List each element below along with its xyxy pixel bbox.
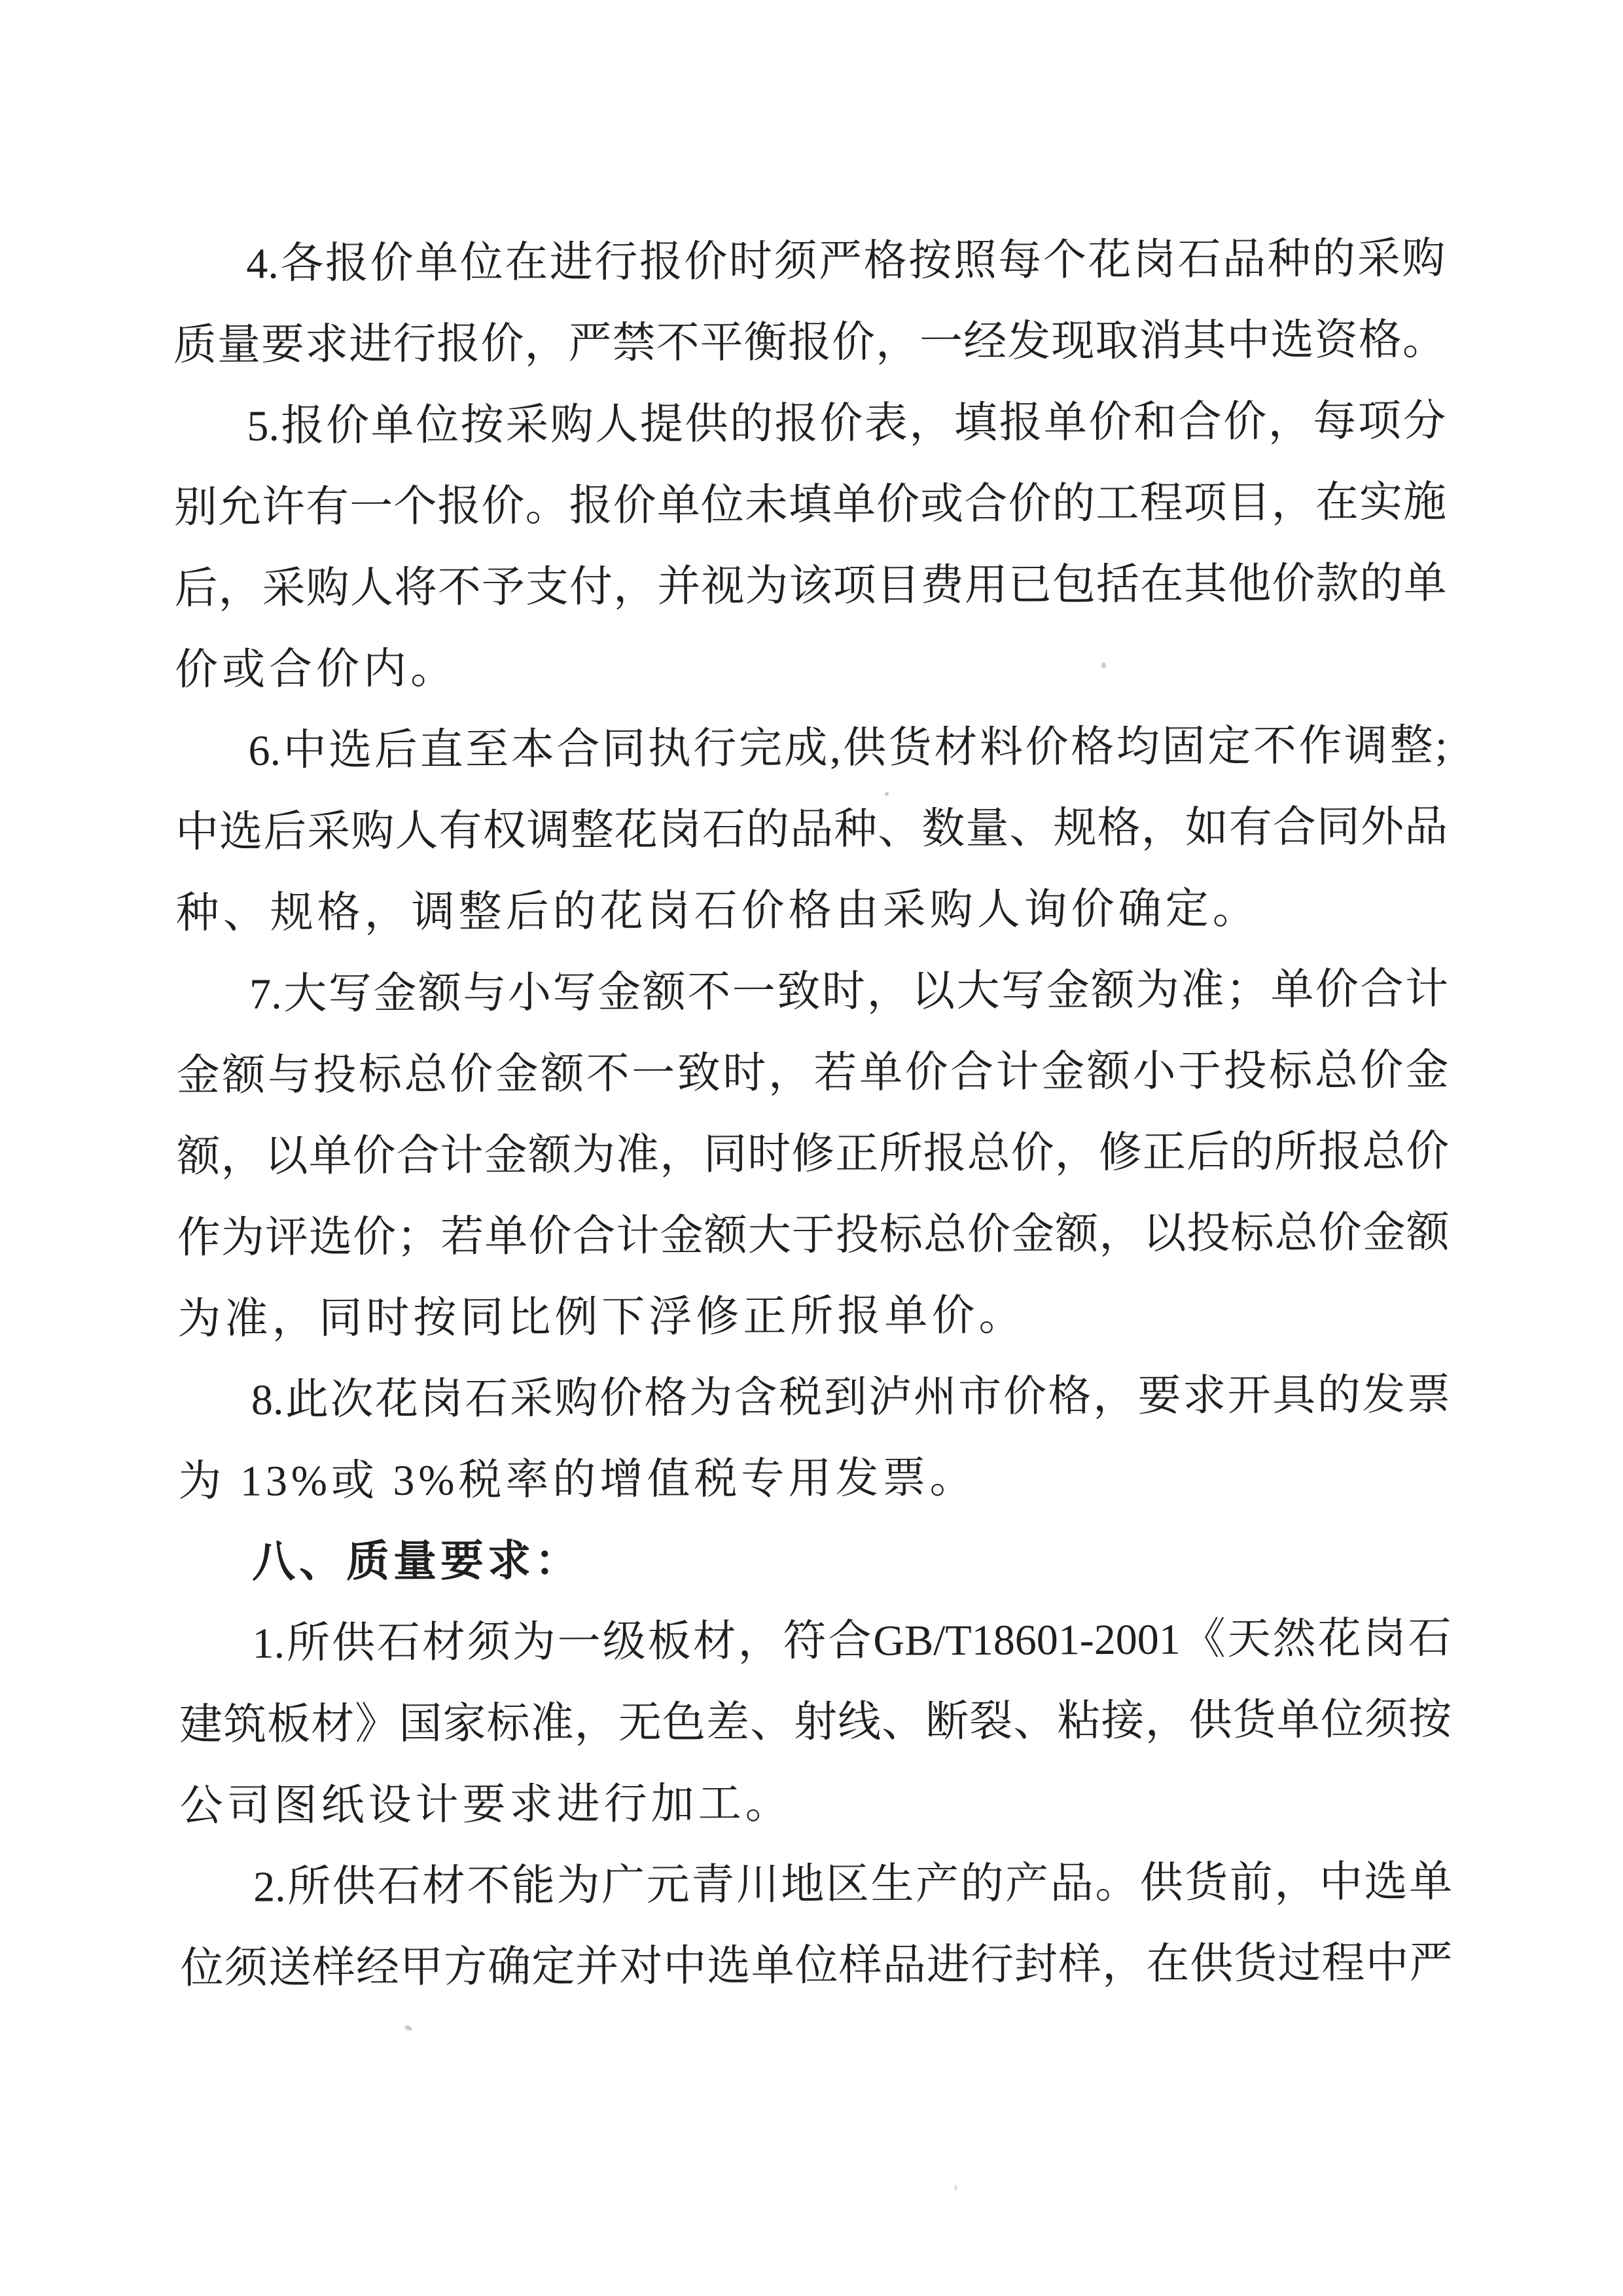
text-line-11: 金额与投标总价金额不一致时，若单价合计金额小于投标总价金 bbox=[176, 1046, 1449, 1100]
text-line-9: 种、规格，调整后的花岗石价格由采购人询价确定。 bbox=[175, 885, 1260, 938]
document-body bbox=[173, 219, 1453, 2009]
text-line-6: 价或合价内。 bbox=[174, 645, 458, 694]
text-line-1: 4.各报价单位在进行报价时须严格按照每个花岗石品种的采购 bbox=[246, 234, 1446, 288]
text-line-16: 为 13%或 3%税率的增值税专用发票。 bbox=[178, 1454, 977, 1506]
text-line-5: 后，采购人将不予支付，并视为该项目费用已包括在其他价款的单 bbox=[174, 559, 1447, 613]
text-line-2: 质量要求进行报价，严禁不平衡报价，一经发现取消其中选资格。 bbox=[173, 315, 1446, 370]
text-line-3: 5.报价单位按采购人提供的报价表，填报单价和合价，每项分 bbox=[247, 397, 1446, 450]
text-line-15: 8.此次花岗石采购价格为含税到泸州市价格，要求开具的发票 bbox=[251, 1371, 1451, 1424]
text-line-7: 6.中选后直至本合同执行完成,供货材料价格均固定不作调整; bbox=[248, 721, 1448, 775]
text-line-14: 为准，同时按同比例下浮修正所报单价。 bbox=[177, 1291, 1026, 1344]
text-line-4: 别允许有一个报价。报价单位未填单价或合价的工程项目，在实施 bbox=[173, 478, 1447, 532]
text-line-8: 中选后采购人有权调整花岗石的品种、数量、规格，如有合同外品 bbox=[175, 802, 1448, 857]
text-line-21: 2.所供石材不能为广元青川地区生产的产品。供货前，中选单 bbox=[253, 1857, 1453, 1911]
scan-speck bbox=[404, 2024, 413, 2032]
text-line-18: 1.所供石材须为一级板材，符合GB/T18601-2001《天然花岗石 bbox=[252, 1614, 1452, 1668]
text-line-12: 额，以单价合计金额为准，同时修正所报总价，修正后的所报总价 bbox=[177, 1127, 1450, 1181]
text-line-10: 7.大写金额与小写金额不一致时，以大写金额为准；单价合计 bbox=[249, 965, 1449, 1018]
text-line-19: 建筑板材》国家标准，无色差、射线、断裂、粘接，供货单位须按 bbox=[179, 1695, 1452, 1749]
text-line-20: 公司图纸设计要求进行加工。 bbox=[179, 1780, 793, 1831]
text-line-17: 八、质量要求： bbox=[251, 1537, 582, 1587]
scan-speck bbox=[954, 2185, 957, 2191]
text-line-13: 作为评选价；若单价合计金额大于投标总价金额，以投标总价金额 bbox=[177, 1208, 1450, 1263]
scan-speck bbox=[885, 792, 889, 796]
scan-speck bbox=[1101, 662, 1106, 668]
text-line-22: 位须送样经甲方确定并对中选单位样品进行封样，在供货过程中严 bbox=[180, 1939, 1453, 1993]
